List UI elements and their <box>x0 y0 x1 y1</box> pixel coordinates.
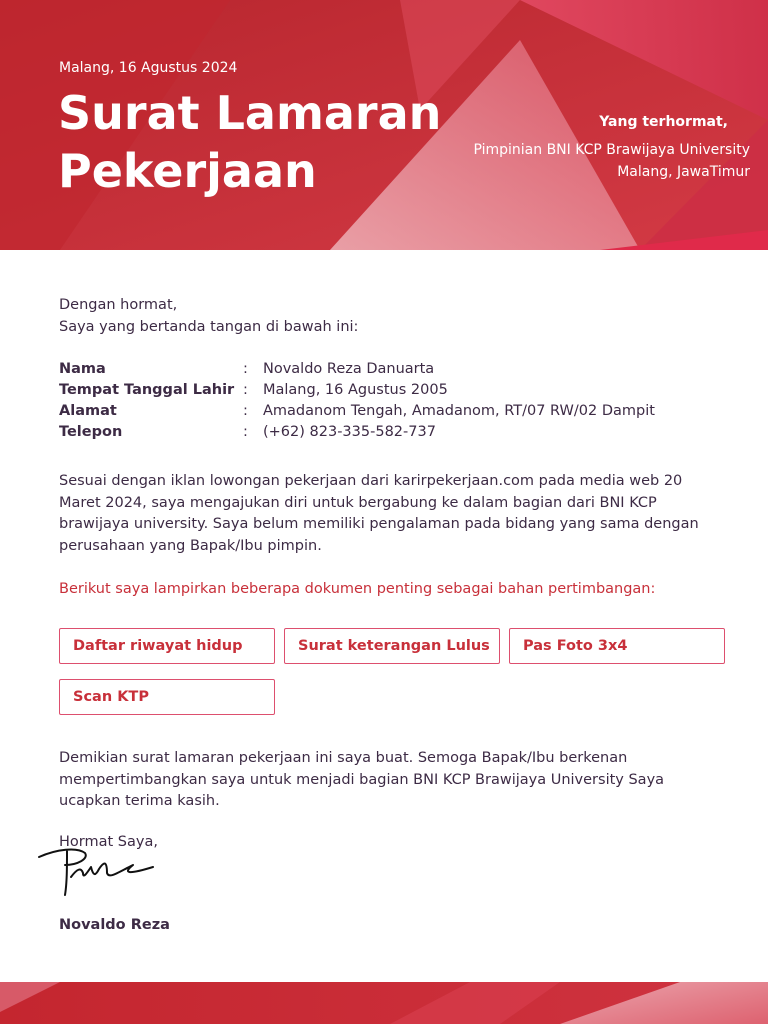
attachment-item: Daftar riwayat hidup <box>59 628 275 664</box>
closing-paragraph: Demikian surat lamaran pekerjaan ini saya buat. Semoga Bapak/Ibu berkenan mempertimbangkan saya untuk menjadi bagian BNI KCP Brawijaya University Saya ucapkan terima kasih. <box>59 750 665 809</box>
recipient-line-2: Malang, JawaTimur <box>617 164 750 180</box>
body-paragraph: Sesuai dengan iklan lowongan pekerjaan dari karirpekerjaan.com pada media web 20 Maret 2024, saya mengajukan diri untuk bergabung ke dalam bagian dari BNI KCP brawijaya university. Saya belum memiliki pengalaman pada bidang yang sama dengan perusahaan yang Bapak/Ibu pimpin. <box>59 473 699 554</box>
opening <box>59 295 358 338</box>
identity-value: Novaldo Reza Danuarta <box>263 361 435 377</box>
identity-row-address <box>59 401 655 422</box>
identity-label: Alamat <box>59 403 117 419</box>
letter-date: Malang, 16 Agustus 2024 <box>59 60 238 76</box>
identity-separator: : <box>243 382 248 398</box>
identity-value: Malang, 16 Agustus 2005 <box>263 382 448 398</box>
signer-name: Novaldo Reza <box>59 917 170 933</box>
identity-separator: : <box>243 361 248 377</box>
signature <box>37 843 167 903</box>
opening-salutation: Dengan hormat, <box>59 297 178 313</box>
recipient-line-1: Pimpinian BNI KCP Brawijaya University <box>473 142 750 158</box>
identity-separator: : <box>243 403 248 419</box>
identity-row-name <box>59 359 655 380</box>
page-title <box>58 84 458 200</box>
letter-footer <box>0 982 768 1024</box>
identity-label: Telepon <box>59 424 123 440</box>
letter-header <box>0 0 768 250</box>
identity-label: Nama <box>59 361 106 377</box>
attachment-item: Scan KTP <box>59 679 275 715</box>
attachment-item: Pas Foto 3x4 <box>509 628 725 664</box>
attachment-item: Surat keterangan Lulus <box>284 628 500 664</box>
identity-separator: : <box>243 424 248 440</box>
footer-background <box>0 982 768 1024</box>
title-line-1: Surat Lamaran <box>58 86 442 140</box>
recipient-greeting: Yang terhormat, <box>599 114 728 130</box>
identity-row-birth <box>59 380 655 401</box>
attachments-intro: Berikut saya lampirkan beberapa dokumen penting sebagai bahan pertimbangan: <box>59 581 656 597</box>
identity-value: (+62) 823-335-582-737 <box>263 424 436 440</box>
identity-row-phone <box>59 422 655 443</box>
regards: Hormat Saya, <box>59 834 158 850</box>
identity-label: Tempat Tanggal Lahir <box>59 382 235 398</box>
identity-table <box>59 359 655 443</box>
identity-value: Amadanom Tengah, Amadanom, RT/07 RW/02 Dampit <box>263 403 655 419</box>
opening-intro: Saya yang bertanda tangan di bawah ini: <box>59 318 359 335</box>
recipient-block <box>473 111 750 183</box>
title-line-2: Pekerjaan <box>58 144 317 198</box>
